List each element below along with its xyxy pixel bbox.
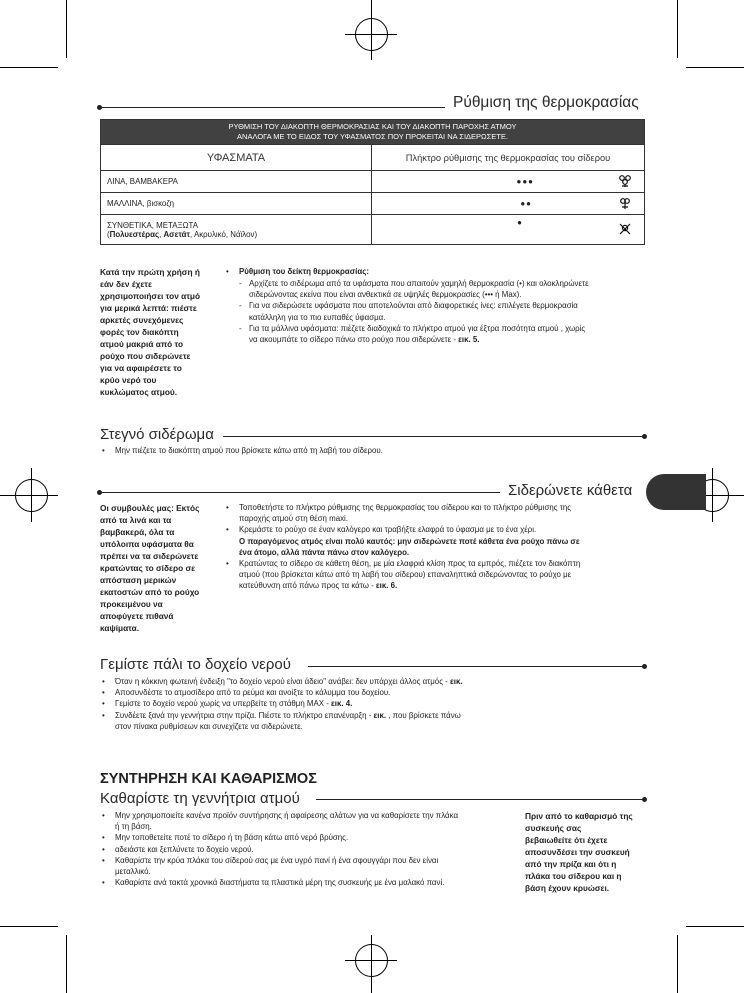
list-item: • Μην τοποθετείτε ποτέ το σίδερο ή τη βάση κάτω από νερό βρύσης. (100, 832, 517, 843)
list-item: • αδειάστε και ξεπλύνετε το δοχείο νερού. (100, 844, 517, 855)
list-item: • Όταν η κόκκινη φωτεινή ένδειξη "το δοχείο νερού είναι άδειο" ανάβει: δεν υπάρχει άλλος ατμός - εικ. (100, 676, 645, 687)
list-item: - Για τα μάλλινα υφάσματα: πιέζετε διαδοχικά το πλήκτρο ατμού για έξτρα ποσότητα ατμού , χωρίς να ακουμπάτε το σίδερο πάνω στο ρούχο που σιδερώνετε - εικ. 5. (239, 323, 586, 345)
list-item: • Μην χρησιμοποιείτε κανένα προϊόν συντήρησης ή αφαίρεσης αλάτων για να καθαρίσετε την πλάκα ή τη βάση. (100, 810, 517, 832)
no-steam-icon (606, 215, 645, 245)
advice-tip: Οι συμβουλές μας: Εκτός από τα λινά και τα βαμβακερά, όλα τα υπόλοιπα υφάσματα θα πρέπει να τα σιδερώνετε κρατώντας το σίδερο σε απόσταση μερικών εκατοστών από το ρούχο προκειμένου να αποφύγετε πιθανά καψίματα. (100, 503, 200, 633)
temperature-indicator-list (224, 266, 644, 277)
fabric-cell: ΜΑΛΛΙΝΑ, βισκοζη (101, 193, 372, 215)
fabric-cell: ΣΥΝΘΕΤΙΚΑ, ΜΕΤΑΞΩΤΑ (Πολυεστέρας, Ασετάτ, Ακρυλικό, Νάϊλον) (101, 215, 372, 245)
refill-list (100, 676, 645, 732)
cleaning-safety-tip: Πριν από το καθαρισμό της συσκευής σας βεβαιωθείτε ότι έχετε αποσυνδέσει την συσκευή από την πρίζα και ότι η πλάκα του σίδερου και η βάση έχουν κρυώσει. (525, 811, 633, 893)
heading-rule (100, 492, 500, 493)
temperature-indicator-items (239, 278, 644, 345)
page-tab-marker (646, 474, 706, 510)
heading-rule-cap (642, 797, 647, 802)
section-heading-vertical-ironing: Σιδερώνετε κάθετα (508, 482, 633, 499)
list-item: • Συνδέετε ξανά την γεννήτρια στην πρίζα. Πιέστε το πλήκτρο επανέναρξη - εικ. , που βρίσκετε πάνω στον πίνακα ρυθμίσεων και συνεχίζετε να σιδερώνετε. (100, 710, 645, 732)
dry-ironing-list (100, 445, 645, 456)
maintenance-title: ΣΥΝΤΗΡΗΣΗ ΚΑΙ ΚΑΘΑΡΙΣΜΟΣ (100, 771, 317, 787)
list-item: • Κρεμάστε το ρούχο σε έναν καλόγερο και τραβήξτε ελαφρά το ύφασμα με το ένα χέρι. Ο παραγόμενος ατμός είναι πολύ καυτός: μην σιδερώνετε ποτέ κάθετα ένα ρούχο πάνω σε ένα άτομο, αλλά πάντα πάνω στον καλόγερο. (224, 524, 645, 558)
section-heading-refill: Γεμίστε πάλι το δοχείο νερού (100, 656, 291, 673)
steam-medium-icon (606, 193, 645, 215)
table-row (101, 193, 645, 215)
table-row (101, 171, 645, 193)
section-heading-dry-ironing: Στεγνό σιδέρωμα (100, 426, 214, 443)
heading-rule-cap (642, 434, 647, 439)
cleaning-list (100, 810, 517, 888)
temperature-dots: ●● (372, 193, 607, 215)
column-header-setting: Πλήκτρο ρύθμισης της θερμοκρασίας του σίδερου (372, 145, 645, 171)
fabric-temperature-table (100, 119, 645, 245)
table-row (101, 215, 645, 245)
heading-rule (308, 666, 645, 667)
steam-full-icon (606, 171, 645, 193)
heading-rule (100, 107, 445, 108)
section-heading-temperature: Ρύθμιση της θερμοκρασίας (453, 94, 639, 111)
heading-rule-cap (97, 105, 102, 110)
list-item: - Για να σιδερώσετε υφάσματα που αποτελούνται από διαφορετικές ίνες: επιλέγετε θερμοκρασία κατάλληλη για το πιο ευπαθές ύφασμα. (239, 301, 578, 322)
heading-rule-cap (642, 664, 647, 669)
temperature-dots: ● (372, 215, 607, 245)
list-item: • Ρύθμιση του δείκτη θερμοκρασίας: (224, 266, 644, 277)
temperature-dots: ●●● (372, 171, 607, 193)
heading-rule (223, 436, 645, 437)
vertical-ironing-list (224, 502, 645, 592)
heading-rule (316, 799, 645, 800)
list-item: - Αρχίζετε το σιδέρωμα από τα υφάσματα που απαιτούν χαμηλή θερμοκρασία (•) και ολοκληρώνετε σιδερώνοντας εκείνα που είναι ανθεκτικά σε υψηλές θερμοκρασίες (••• ή Max). (239, 279, 589, 300)
list-item: • Μην πιέζετε το διακόπτη ατμού που βρίσκετε κάτω από τη λαβή του σίδερου. (100, 445, 645, 456)
section-heading-clean-generator: Καθαρίστε τη γεννήτρια ατμού (100, 790, 300, 807)
column-header-fabrics: ΥΦΑΣΜΑΤΑ (101, 145, 372, 171)
first-use-tip: Κατά την πρώτη χρήση ή εάν δεν έχετε χρησιμοποιήσει τον ατμό για μερικά λεπτά: πιέστε αρκετές συνεχόμενες φορές τον διακόπτη ατμού μακριά από το ρούχο που σιδερώνετε για να αφαιρέσετε το κρύο νερό του κυκλώματος ατμού. (100, 267, 201, 397)
table-title: ΡΥΘΜΙΣΗ ΤΟΥ ΔΙΑΚΟΠΤΗ ΘΕΡΜΟΚΡΑΣΙΑΣ ΚΑΙ ΤΟΥ ΔΙΑΚΟΠΤΗ ΠΑΡΟΧΗΣ ΑΤΜΟΥ ΑΝΑΛΟΓΑ ΜΕ ΤΟ ΕΙΔΟΣ ΤΟΥ ΥΦΑΣΜΑΤΟΣ ΠΟΥ ΠΡΟΚΕΙΤΑΙ ΝΑ ΣΙΔΕΡΩΣΕΤΕ. (101, 120, 645, 145)
heading-rule-cap (97, 490, 102, 495)
list-item: • Καθαρίστε ανά τακτά χρονικά διαστήματα τα πλαστικά μέρη της συσκευής με ένα μαλακό πανί. (100, 877, 517, 888)
list-item: • Αποσυνδέστε το ατμοσίδερο από το ρεύμα και ανοίξτε το κάλυμμα του δοχείου. (100, 687, 645, 698)
list-item: • Τοποθετήστε το πλήκτρο ρύθμισης της θερμοκρασίας του σίδερου και το πλήκτρο ρύθμισης της παροχής ατμού στη θέση maxi. (224, 502, 645, 524)
fabric-cell: ΛΙΝΑ, ΒΑΜΒΑΚΕΡΑ (101, 171, 372, 193)
list-item: • Καθαρίστε την κρύα πλάκα του σίδερού σας με ένα υγρό πανί ή ένα σφουγγάρι που δεν είναι μεταλλικό. (100, 855, 517, 877)
list-item: • Κρατώντας το σίδερο σε κάθετη θέση, με μία ελαφριά κλίση προς τα εμπρός, πιέζετε τον διακόπτη ατμού (που βρίσκεται κάτω από τη λαβή του σίδερου) επαναληπτικά σιδερώνοντας το ρούχο με κατεύθυνση από πάνω προς τα κάτω - εικ. 6. (224, 558, 645, 592)
list-item: • Γεμίστε το δοχείο νερού χωρίς να υπερβείτε τη στάθμη MAX - εικ. 4. (100, 698, 645, 709)
